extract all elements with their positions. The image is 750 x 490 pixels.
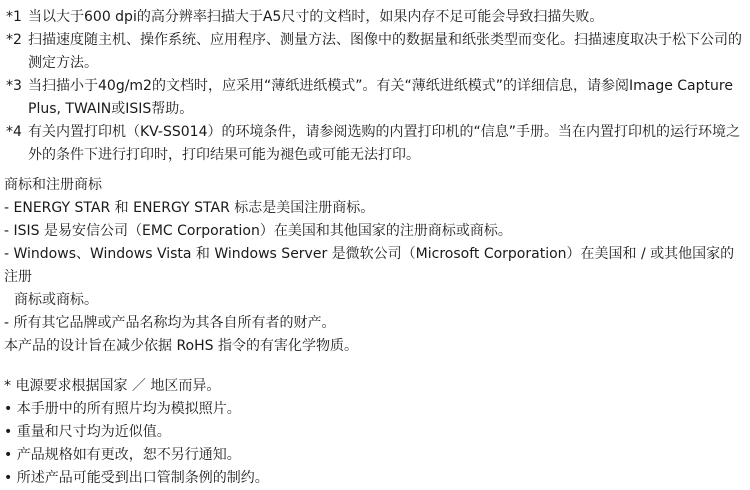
trademark-item: - ENERGY STAR 和 ENERGY STAR 标志是美国注册商标。 xyxy=(4,200,375,216)
trademark-item: - Windows、Windows Vista 和 Windows Server 是微软公司（Microsoft Corporation）在美国和 / 或其他国家的注册 xyxy=(4,246,735,285)
trademark-item: - ISIS 是易安信公司（EMC Corporation）在美国和其他国家的注册商标或商标。 xyxy=(4,223,512,239)
note-item: • 本手册中的所有照片均为模拟照片。 xyxy=(4,401,241,417)
footnote-mark: *3 xyxy=(6,78,22,94)
footnote-2 xyxy=(0,29,750,75)
footnote-text: 当以大于600 dpi的高分辨率扫描大于A5尺寸的文档时，如果内存不足可能会导致扫描失败。 xyxy=(28,9,604,25)
spacer xyxy=(0,358,750,375)
footnote-text: 扫描速度随主机、操作系统、应用程序、测量方法、图像中的数据量和纸张类型而变化。扫描速度取决于松下公司的测定方法。 xyxy=(28,32,742,71)
footnote-1 xyxy=(0,6,750,29)
note-item: • 产品规格如有更改，恕不另行通知。 xyxy=(4,447,241,463)
footnote-mark: *2 xyxy=(6,32,22,48)
footnote-mark: *1 xyxy=(6,9,22,25)
footnote-mark: *4 xyxy=(6,124,22,140)
footnote-text: 有关内置打印机（KV-SS014）的环境条件，请参阅选购的内置打印机的“信息”手册。当在内置打印机的运行环境之外的条件下进行打印时，打印结果可能为褪色或可能无法打印。 xyxy=(28,124,740,163)
note-item: • 重量和尺寸均为近似值。 xyxy=(4,424,171,440)
footnote-3 xyxy=(0,75,750,121)
note-item: * 电源要求根据国家 ／ 地区而异。 xyxy=(4,378,221,394)
rohs-statement: 本产品的设计旨在减少依据 RoHS 指令的有害化学物质。 xyxy=(4,338,358,354)
footnote-text: 当扫描小于40g/m2的文档时，应采用“薄纸进纸模式”。有关“薄纸进纸模式”的详细信息，请参阅Image Capture Plus, TWAIN或ISIS帮助。 xyxy=(28,78,733,117)
footnote-4 xyxy=(0,121,750,167)
trademark-item-continued: 商标或商标。 xyxy=(14,292,98,308)
trademark-item: - 所有其它品牌或产品名称均为其各自所有者的财产。 xyxy=(4,315,336,331)
document-page xyxy=(0,6,750,490)
trademarks-heading: 商标和注册商标 xyxy=(4,177,102,193)
note-item: • 所述产品可能受到出口管制条例的制约。 xyxy=(4,470,269,486)
